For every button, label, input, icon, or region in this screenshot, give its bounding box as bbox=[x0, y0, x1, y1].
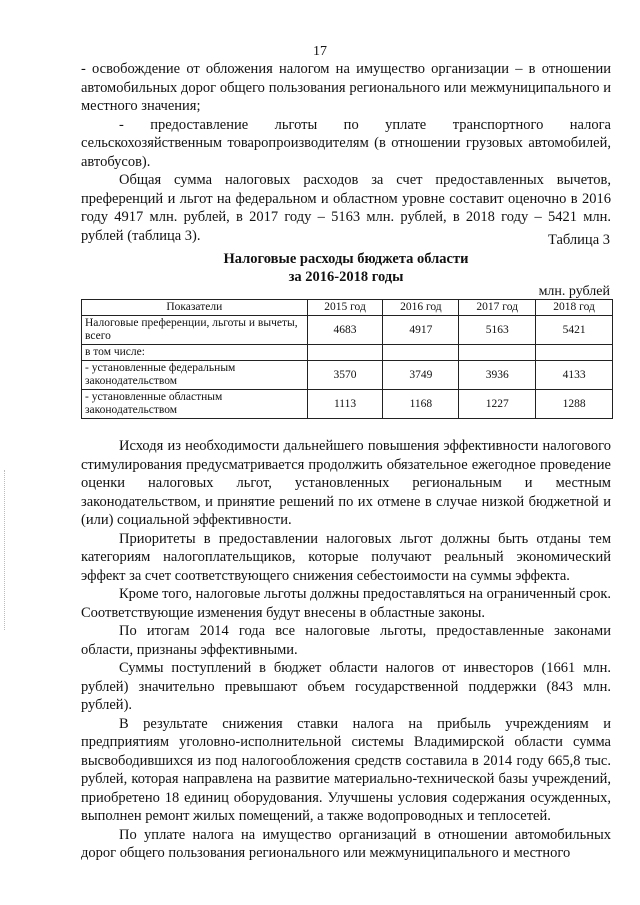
table-cell: 3749 bbox=[383, 361, 459, 390]
table-title-line: Налоговые расходы бюджета области bbox=[223, 251, 469, 267]
table-cell: 1168 bbox=[383, 390, 459, 419]
paragraph: Суммы поступлений в бюджет области налогов от инвесторов (1661 млн. рублей) значительно превышают объем государственной поддержки (843 млн. рублей). bbox=[81, 660, 611, 713]
table-cell: 5163 bbox=[459, 316, 536, 345]
table-cell: 4917 bbox=[383, 316, 459, 345]
table-cell: 4133 bbox=[536, 361, 613, 390]
paragraph: - освобождение от обложения налогом на имущество организации – в отношении автомобильных дорог общего пользования регионального или межмуниципального и местного значения; bbox=[81, 61, 611, 114]
page-number: 17 bbox=[313, 44, 327, 59]
paragraph: - предоставление льготы по уплате транспортного налога сельскохозяйственным товаропроизводителям (в отношении грузовых автомобилей, автобусов). bbox=[81, 116, 611, 170]
scan-margin-artifact bbox=[4, 470, 7, 630]
table-cell: 1288 bbox=[536, 390, 613, 419]
table-row bbox=[82, 316, 613, 345]
table-title bbox=[81, 250, 611, 286]
column-header: 2017 год bbox=[459, 300, 536, 316]
table-row bbox=[82, 361, 613, 390]
table-title-line: за 2016-2018 годы bbox=[288, 269, 404, 285]
column-header: 2016 год bbox=[383, 300, 459, 316]
column-header: 2018 год bbox=[536, 300, 613, 316]
row-label: в том числе: bbox=[82, 345, 308, 361]
table-cell: 1227 bbox=[459, 390, 536, 419]
row-label: - установленные областным законодательством bbox=[82, 390, 308, 419]
tax-expenditure-table bbox=[81, 299, 613, 419]
table-cell bbox=[383, 345, 459, 361]
table-row bbox=[82, 390, 613, 419]
intro-text-block bbox=[81, 60, 611, 245]
table-cell bbox=[459, 345, 536, 361]
table-label: Таблица 3 bbox=[547, 232, 610, 248]
paragraph: Исходя из необходимости дальнейшего повышения эффективности налогового стимулирования предусматривается продолжить обязательное ежегодное проведение оценки налоговых льгот, установленных региональным и местным законодательством, и принятие решений по их отмене в случае низкой бюджетной и (или) социальной эффективности. bbox=[81, 438, 611, 528]
paragraph: Приоритеты в предоставлении налоговых льгот должны быть отданы тем категориям налогоплательщиков, которые получают реальный экономический эффект за счет соответствующего снижения себестоимости на суммы эффекта. bbox=[81, 530, 611, 584]
paragraph: Кроме того, налоговые льготы должны предоставляться на ограниченный срок. Соответствующие изменения будут внесены в областные законы. bbox=[81, 586, 611, 621]
body-text-block bbox=[81, 437, 611, 863]
table-cell bbox=[307, 345, 383, 361]
table-cell bbox=[536, 345, 613, 361]
paragraph: Общая сумма налоговых расходов за счет предоставленных вычетов, преференций и льгот на федеральном и областном уровне составит оценочно в 2016 году 4917 млн. рублей, в 2017 году – 5163 млн. рублей, в 2018 году – 5421 млн. рублей (таблица 3). bbox=[81, 172, 611, 244]
paragraph: В результате снижения ставки налога на прибыль учреждениям и предприятиям уголовно-исполнительной системы Владимирской области сумма высвободившихся из под налогообложения средств составила в 2014 году 665,8 тыс. рублей, которая направлена на развитие материально-технической базы учреждений, приобретено 18 единиц оборудования. Улучшены условия содержания осужденных, выполнен ремонт жилых помещений, а также водопроводных и теплосетей. bbox=[81, 715, 611, 824]
table-cell: 3936 bbox=[459, 361, 536, 390]
table-row bbox=[82, 345, 613, 361]
table-cell: 4683 bbox=[307, 316, 383, 345]
row-label: - установленные федеральным законодательством bbox=[82, 361, 308, 390]
paragraph: По итогам 2014 года все налоговые льготы, предоставленные законами области, признаны эффективными. bbox=[81, 623, 611, 658]
row-label: Налоговые преференции, льготы и вычеты, всего bbox=[82, 316, 308, 345]
table-unit: млн. рублей bbox=[538, 284, 610, 299]
table-cell: 3570 bbox=[307, 361, 383, 390]
table-cell: 5421 bbox=[536, 316, 613, 345]
column-header: 2015 год bbox=[307, 300, 383, 316]
table-cell: 1113 bbox=[307, 390, 383, 419]
column-header: Показатели bbox=[82, 300, 308, 316]
paragraph: По уплате налога на имущество организаций в отношении автомобильных дорог общего пользования регионального или межмуниципального и местного bbox=[81, 826, 611, 861]
table-header-row bbox=[82, 300, 613, 316]
